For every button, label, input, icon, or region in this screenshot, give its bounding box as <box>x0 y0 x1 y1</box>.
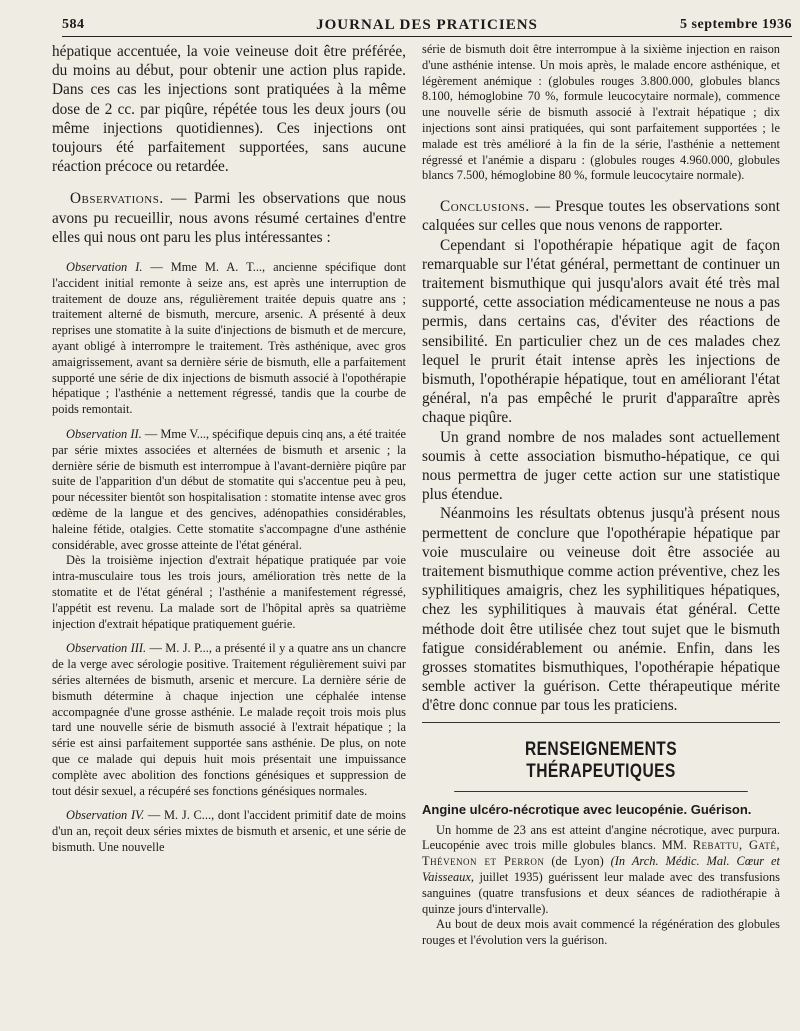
running-header <box>62 14 792 37</box>
page-number: 584 <box>62 17 85 32</box>
case-title: Angine ulcéro-nécrotique avec leucopénie. Guérison. <box>422 801 752 817</box>
section-heading: RENSEIGNEMENTS THÉRAPEUTIQUES <box>454 735 748 792</box>
observation-2 <box>52 427 406 553</box>
case-text-a: Un homme de 23 ans est atteint d'angine nécrotique, avec purpura. Leucopénie avec trois mille globules blancs. MM. <box>422 822 780 853</box>
intro-paragraph: hépatique accentuée, la voie veineuse doit être préférée, du moins au début, pour obtenir une action plus rapide. Dans ces cas les injections sont pratiquées à la même dose de 2 cc. par piqûre, répétée tous les deux jours (ou même injections quotidiennes). Ces injections ont toujours été parfaitement supportées, sans aucune réaction précoce ou retardée. <box>52 43 406 176</box>
case-paragraph-2: Au bout de deux mois avait commencé la régénération des globules rouges et l'évolution vers la guérison. <box>422 917 780 948</box>
conclusions <box>422 197 780 235</box>
observation-1-text: — Mme M. A. T..., ancienne spécifique dont l'accident initial remonte à seize ans, est après une interruption de traitement de douze ans, régulièrement traitée depuis quatre ans ; traitement alterné de bismuth, mercure, arsenic. A présenté à deux reprises une stomatite à la suite d'injections de bismuth et de mercure, ayant obligé à interrompre le traitement. Très asthénique, avec gros amaigrissement, avant sa dernière série de bismuth, elle a parfaitement supporté une série de dix injections de bismuth associé à l'opothérapie hépatique ; l'asthénie a nettement régressé, tandis que la courbe de poids remontait. <box>52 260 406 417</box>
conclusions-heading: Conclusions. <box>440 198 530 216</box>
case-authors: Rebattu, Gaté, Thévenon et Perron <box>422 838 780 869</box>
left-column <box>52 42 406 1014</box>
journal-title: JOURNAL DES PRATICIENS <box>316 17 538 33</box>
paragraph-neanmoins: Néanmoins les résultats obtenus jusqu'à présent nous permettent de conclure que l'opothérapie hépatique par voie musculaire ou veineuse doit être associée au traitement bismuthique comme action préventive, chez les syphilitiques amaigris, chez les syphilitiques hépatiques, chez les syphilitiques à mauvais état général. Cette méthode doit être utilisée chez tout sujet que le bismuth fatigue considérablement ou anémie. Enfin, dans les grosses stomatites bismuthiques, l'opothérapie hépatique semble activer la guérison. Cette thérapeutique mérite d'être donc connue par tous les praticiens. <box>422 505 780 715</box>
case-paragraph-1 <box>422 823 780 918</box>
observation-2-text: — Mme V..., spécifique depuis cinq ans, a été traitée par série mixtes associées et alternées de bismuth et arsenic ; la dernière série de bismuth est interrompue à l'avant-dernière piqûre par suite de l'apparition d'un début de stomatite qui s'accentue peu à peu, pour nécessiter bientôt son hospitalisation : stomatite intense avec gros œdème de la langue et des gencives, adénopathies considérables, haleine fétide, otalgies. Cette stomatite s'accompagne d'une asthénie considérable, avec grosse atteinte de l'état général. <box>52 427 406 552</box>
issue-date: 5 septembre 1936 <box>680 17 792 32</box>
observation-2-continued: Dès la troisième injection d'extrait hépatique pratiquée par voie intra-musculaire tous les trois jours, amélioration très nette de la stomatite et de l'état général ; l'asthénie a manifestement régressé, l'appétit est revenu. La malade sort de l'hôpital après sa quatrième injection d'extrait hépatique pratiquement guérie. <box>52 553 406 631</box>
observation-4-continued: série de bismuth doit être interrompue à la sixième injection en raison d'une asthénie intense. Un mois après, le malade encore asthénique, et légèrement anémique : (globules rouges 3.800.000, globules blancs 8.100, hémoglobine 70 %, formule leucocytaire normale), commence une nouvelle série de bismuth associé à l'extrait hépatique ; dix injections sont ainsi pratiquées, qui sont parfaitement supportées ; le malade est très amélioré à la fin de la série, l'asthénie a nettement régressé et l'anémie a disparu : (globules rouges 4.960.000, globules blancs 7.500, hémoglobine 80 %, formule leucocytaire normale). <box>422 42 780 183</box>
observation-4 <box>52 808 406 855</box>
observation-3-text: — M. J. P..., a présenté il y a quatre ans un chancre de la verge avec sérologie positive. Traitement régulièrement suivi par séries alternées de bismuth, arsenic et mercure. La dernière série de bismuth détermine à chaque injection une céphalée intense accompagnée d'une grosse asthénie. Le malade reçoit trois mois plus tard une nouvelle série de bismuth associé à l'extrait hépatique ; la série est ainsi parfaitement supportée sans asthénie. De plus, on note que ce malade qui depuis huit mois présentait une impuissance complète avec abolition des fonctions génésiques et suppression de tout désir sexuel, a récupéré ses fonctions génésiques normales. <box>52 641 406 798</box>
conclusions-text: — Presque toutes les observations sont calquées sur celles que nous venons de rapporter. <box>422 198 780 235</box>
observation-2-label: Observation II. <box>66 427 142 441</box>
observation-4-text: — M. J. C..., dont l'accident primitif date de moins d'un an, reçoit deux séries mixtes de bismuth et arsenic, et une série de bismuth. Une nouvelle <box>52 808 406 854</box>
observations-heading: Observations. <box>70 190 164 208</box>
paragraph-cependant: Cependant si l'opothérapie hépatique agit de façon remarquable sur l'état général, permettant de continuer un traitement bismuthique qui jusqu'alors avait été très mal supporté, cette association médicamenteuse ne nous a pas permis, dans certains cas, d'éviter des réactions de sensibilité. En particulier chez un de ces malades chez lequel le prurit était intense après les injections de bismuth, l'opothérapie hépatique, tout en améliorant l'état général, n'a pas empêché le prurit d'apparaître après chaque piqûre. <box>422 236 780 427</box>
section-divider <box>422 722 780 723</box>
case-text-c: juillet 1935) guérissent leur malade avec des transfusions sanguines (quatre transfusions et deux séances de radiothérapie à quinze jours d'intervalle). <box>422 870 780 916</box>
case-reference: (In Arch. Médic. Mal. Cœur et Vaisseaux, <box>422 854 780 885</box>
observation-3 <box>52 641 406 799</box>
observation-1 <box>52 260 406 418</box>
observations-intro-text: — Parmi les observations que nous avons pu recueillir, nous avons résumé certaines d'entre elles qui nous ont paru les plus intéressantes : <box>52 190 406 246</box>
observations-intro <box>52 189 406 247</box>
observation-3-label: Observation III. <box>66 641 147 656</box>
observation-4-label: Observation IV. <box>66 808 145 823</box>
case-text-b: (de Lyon) <box>544 854 611 869</box>
right-column <box>422 42 780 1014</box>
observation-1-label: Observation I. <box>66 260 143 275</box>
paragraph-grand-nombre: Un grand nombre de nos malades sont actuellement soumis à cette association bismutho-hépatique, ce qui nous permettra de juger cette action sur une statistique plus étendue. <box>422 428 780 504</box>
